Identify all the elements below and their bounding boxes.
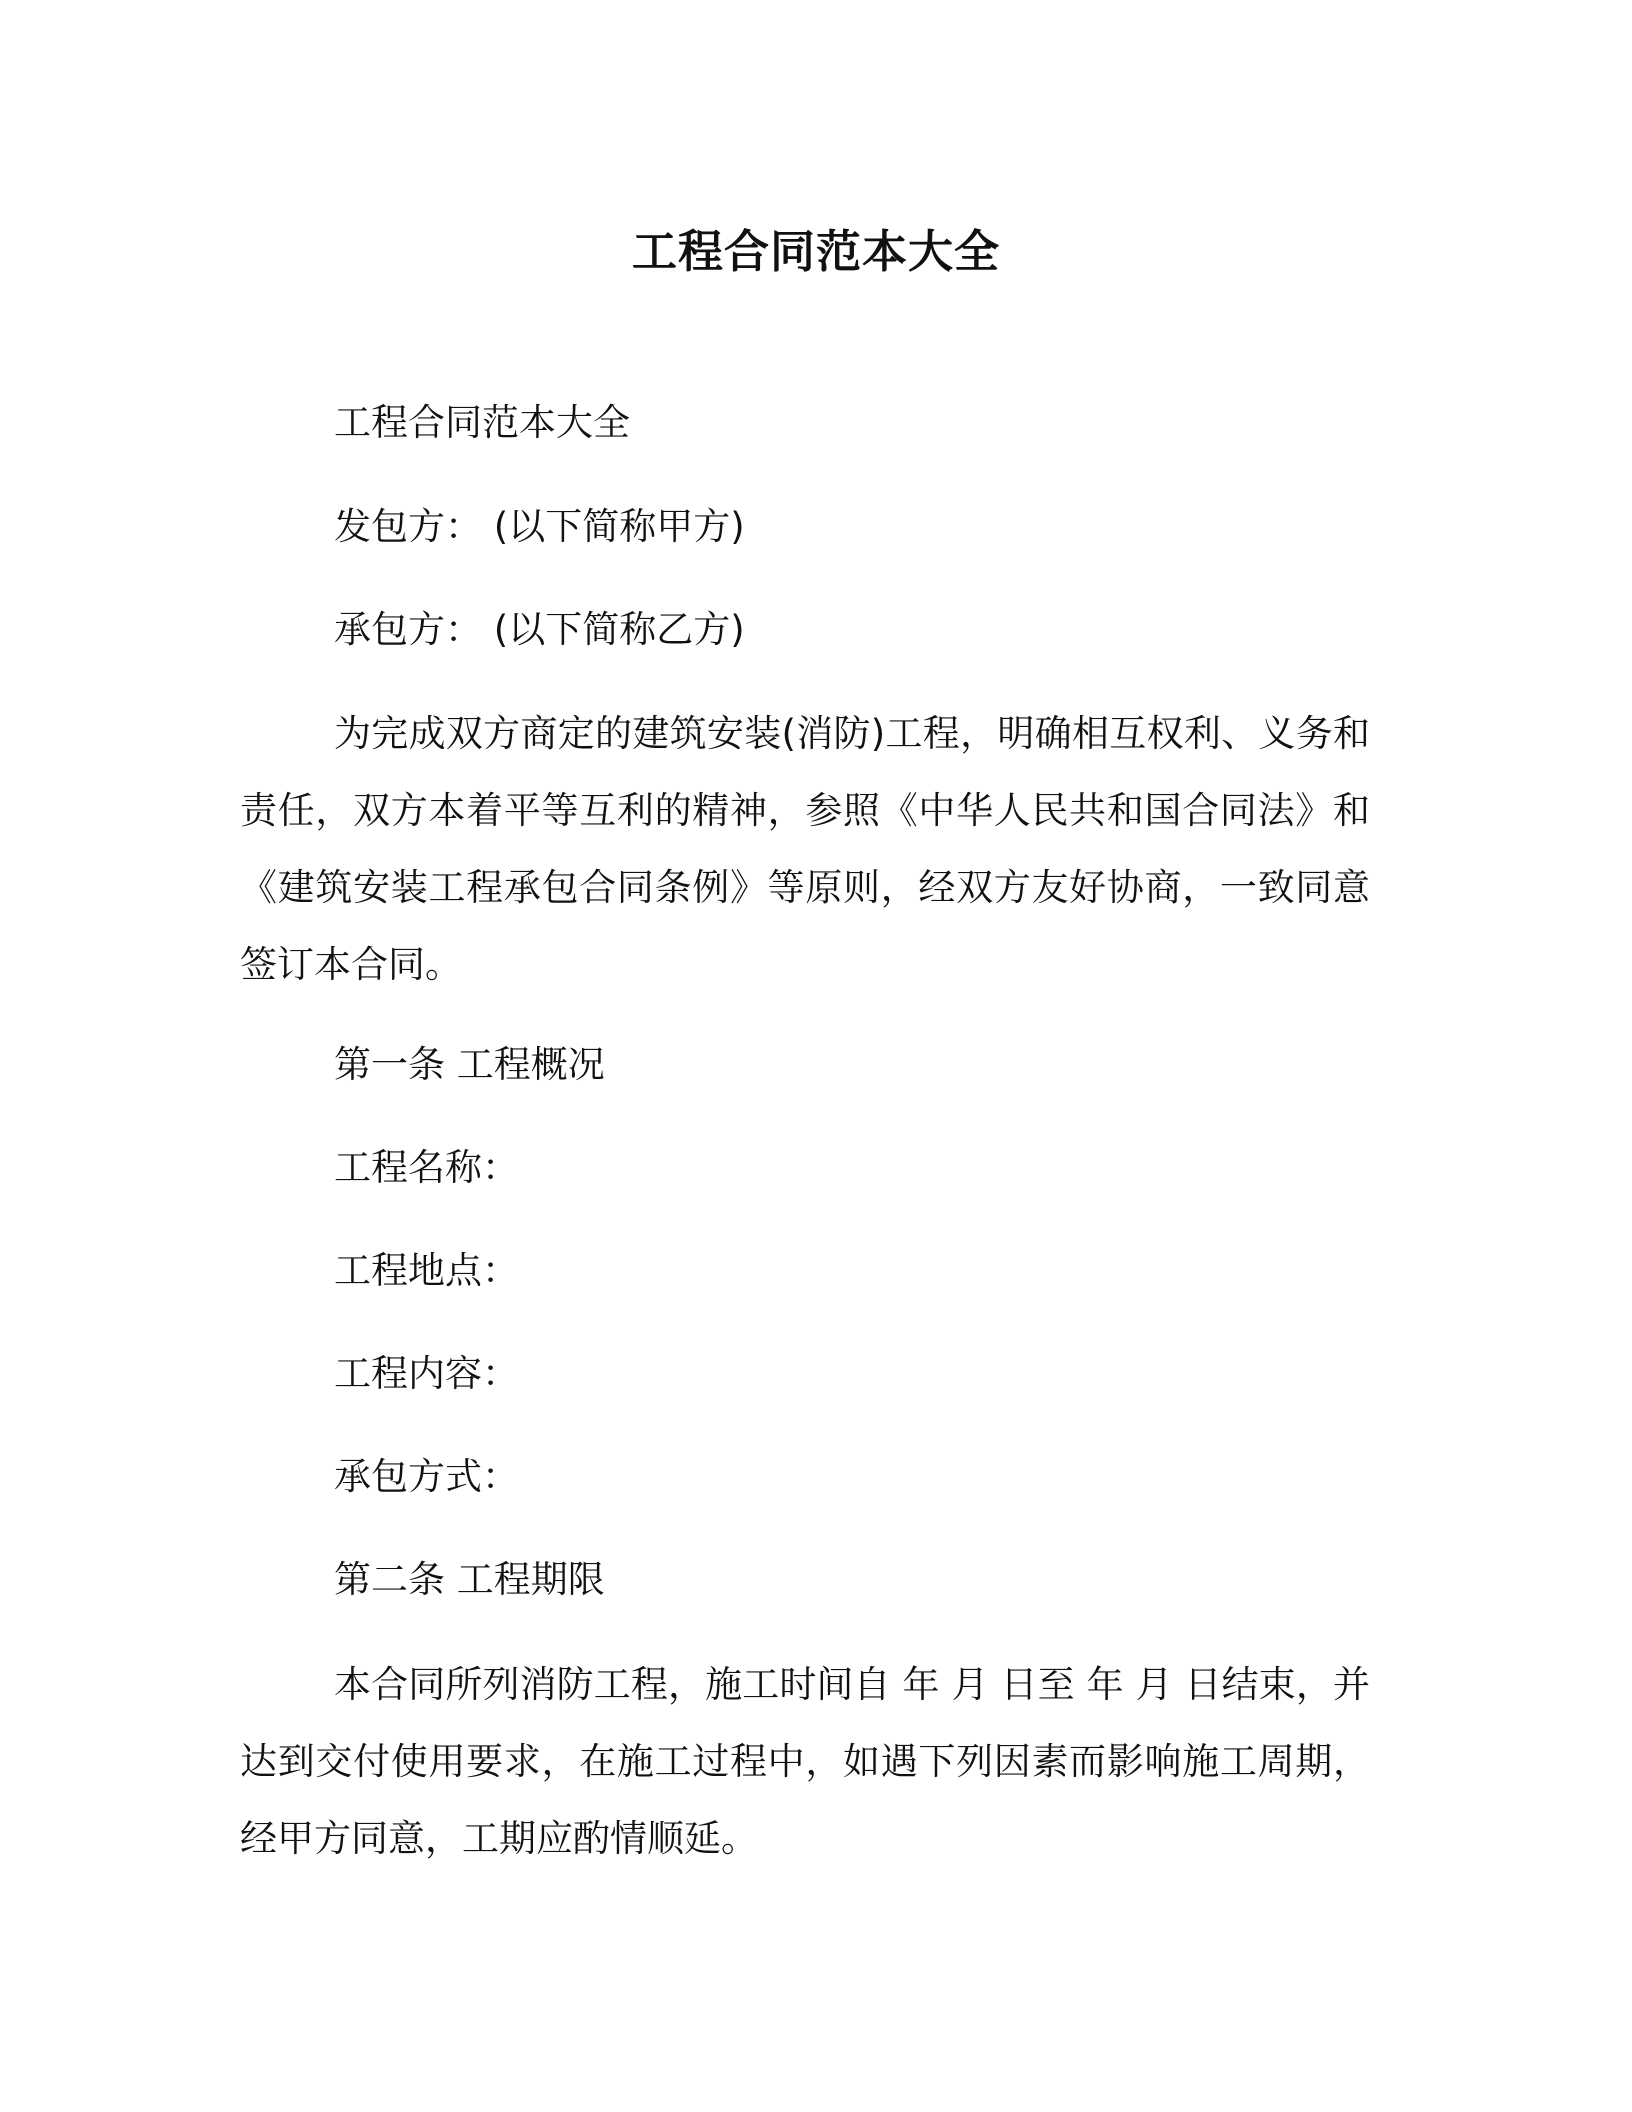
party-b-line: 承包方： (以下简称乙方) bbox=[334, 608, 745, 651]
article-2-paragraph: 本合同所列消防工程，施工时间自 年 月 日至 年 月 日结束，并达到交付使用要求，在施工过程中，如遇下列因素而影响施工周期，经甲方同意，工期应酌情顺延。 bbox=[240, 1663, 1370, 1860]
document-subtitle: 工程合同范本大全 bbox=[334, 401, 630, 444]
article-2-heading: 第二条 工程期限 bbox=[334, 1558, 605, 1601]
party-a-line: 发包方： (以下简称甲方) bbox=[334, 505, 745, 548]
article-1-heading: 第一条 工程概况 bbox=[334, 1043, 605, 1086]
intro-paragraph: 为完成双方商定的建筑安装(消防)工程，明确相互权利、义务和责任，双方本着平等互利的精神，参照《中华人民共和国合同法》和《建筑安装工程承包合同条例》等原则，经双方友好协商，一致同意签订本合同。 bbox=[240, 712, 1370, 986]
contract-method-field: 承包方式： bbox=[334, 1455, 519, 1498]
project-location-field: 工程地点： bbox=[334, 1249, 519, 1292]
project-content-field: 工程内容： bbox=[334, 1352, 519, 1395]
document-title: 工程合同范本大全 bbox=[631, 225, 1000, 278]
project-name-field: 工程名称： bbox=[334, 1146, 519, 1189]
